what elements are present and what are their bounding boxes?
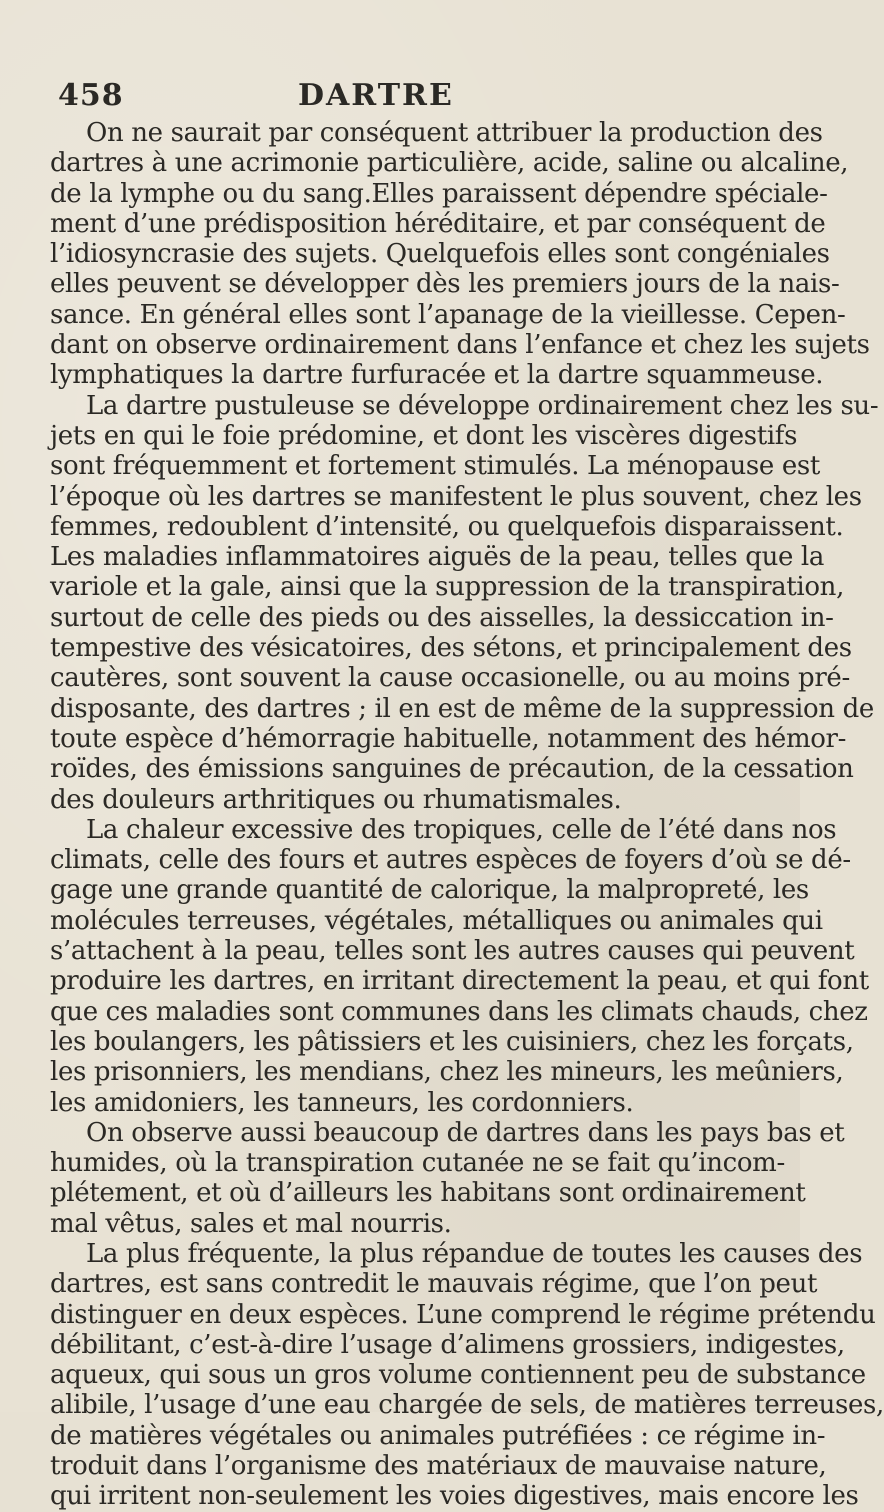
text-line: tempestive des vésicatoires, des sétons, et principalement des bbox=[50, 633, 852, 664]
body-text bbox=[50, 118, 884, 1512]
text-line: disposante, des dartres ; il en est de même de la suppression de bbox=[50, 693, 874, 724]
text-line: lymphatiques la dartre furfuracée et la dartre squammeuse. bbox=[50, 360, 824, 391]
text-line: La plus fréquente, la plus répandue de toutes les causes des bbox=[86, 1238, 863, 1269]
text-line: femmes, redoublent d’intensité, ou quelquefois disparaissent. bbox=[50, 511, 844, 542]
text-line: les prisonniers, les mendians, chez les mineurs, les meûniers, bbox=[50, 1057, 844, 1088]
text-line: climats, celle des fours et autres espèces de foyers d’où se dé- bbox=[50, 845, 851, 876]
text-line: troduit dans l’organisme des matériaux de mauvaise nature, bbox=[50, 1451, 827, 1482]
page-number: 458 bbox=[58, 78, 124, 113]
text-line: cautères, sont souvent la cause occasionelle, ou au moins pré- bbox=[50, 663, 850, 694]
text-line: les boulangers, les pâtissiers et les cuisiniers, chez les forçats, bbox=[50, 1026, 854, 1057]
text-line: humides, où la transpiration cutanée ne se fait qu’incom- bbox=[50, 1148, 785, 1179]
text-line: dartres, est sans contredit le mauvais régime, que l’on peut bbox=[50, 1269, 818, 1300]
text-line: elles peuvent se développer dès les premiers jours de la nais- bbox=[50, 269, 840, 300]
text-line: gage une grande quantité de calorique, la malpropreté, les bbox=[50, 875, 809, 906]
page-header bbox=[58, 78, 668, 118]
text-line: de la lymphe ou du sang.Elles paraissent dépendre spéciale- bbox=[50, 178, 828, 209]
text-line: La dartre pustuleuse se développe ordinairement chez les su- bbox=[86, 390, 879, 421]
running-head: DARTRE bbox=[298, 78, 454, 113]
text-line: ment d’une prédisposition héréditaire, et par conséquent de bbox=[50, 208, 826, 239]
text-line: dartres à une acrimonie particulière, acide, saline ou alcaline, bbox=[50, 148, 849, 179]
text-line: surtout de celle des pieds ou des aisselles, la dessiccation in- bbox=[50, 602, 834, 633]
text-line: que ces maladies sont communes dans les climats chauds, chez bbox=[50, 996, 868, 1027]
text-line: des douleurs arthritiques ou rhumatismales. bbox=[50, 784, 622, 815]
text-line: On ne saurait par conséquent attribuer la production des bbox=[86, 118, 823, 148]
text-line: l’idiosyncrasie des sujets. Quelquefois elles sont congéniales bbox=[50, 239, 830, 270]
text-line: produire les dartres, en irritant directement la peau, et qui font bbox=[50, 966, 869, 997]
text-line: de matières végétales ou animales putréfiées : ce régime in- bbox=[50, 1420, 826, 1451]
text-line: débilitant, c’est-à-dire l’usage d’alimens grossiers, indigestes, bbox=[50, 1329, 845, 1360]
text-line: distinguer en deux espèces. L’une comprend le régime prétendu bbox=[50, 1299, 876, 1330]
text-line: Les maladies inflammatoires aiguës de la peau, telles que la bbox=[50, 542, 825, 573]
text-line: mal vêtus, sales et mal nourris. bbox=[50, 1208, 452, 1239]
text-line: On observe aussi beaucoup de dartres dans les pays bas et bbox=[86, 1117, 845, 1148]
text-line: plétement, et où d’ailleurs les habitans sont ordinairement bbox=[50, 1178, 806, 1209]
text-line: alibile, l’usage d’une eau chargée de sels, de matières terreuses, bbox=[50, 1390, 884, 1421]
text-line: roïdes, des émissions sanguines de précaution, de la cessation bbox=[50, 754, 854, 785]
text-line: toute espèce d’hémorragie habituelle, notamment des hémor- bbox=[50, 723, 847, 754]
text-line: s’attachent à la peau, telles sont les autres causes qui peuvent bbox=[50, 936, 855, 967]
text-line: variole et la gale, ainsi que la suppression de la transpiration, bbox=[50, 572, 844, 603]
text-line: sance. En général elles sont l’apanage de la vieillesse. Cepen- bbox=[50, 299, 846, 330]
text-line: l’époque où les dartres se manifestent le plus souvent, chez les bbox=[50, 481, 862, 512]
text-line: jets en qui le foie prédomine, et dont les viscères digestifs bbox=[50, 420, 798, 451]
text-line: aqueux, qui sous un gros volume contiennent peu de substance bbox=[50, 1360, 866, 1391]
text-line: molécules terreuses, végétales, métalliques ou animales qui bbox=[50, 905, 823, 936]
text-line: sont fréquemment et fortement stimulés. La ménopause est bbox=[50, 451, 820, 482]
text-line: dant on observe ordinairement dans l’enfance et chez les sujets bbox=[50, 330, 870, 361]
text-line: La chaleur excessive des tropiques, celle de l’été dans nos bbox=[86, 814, 837, 845]
text-line: les amidoniers, les tanneurs, les cordonniers. bbox=[50, 1087, 634, 1118]
text-line: qui irritent non-seulement les voies digestives, mais encore les bbox=[50, 1481, 859, 1512]
